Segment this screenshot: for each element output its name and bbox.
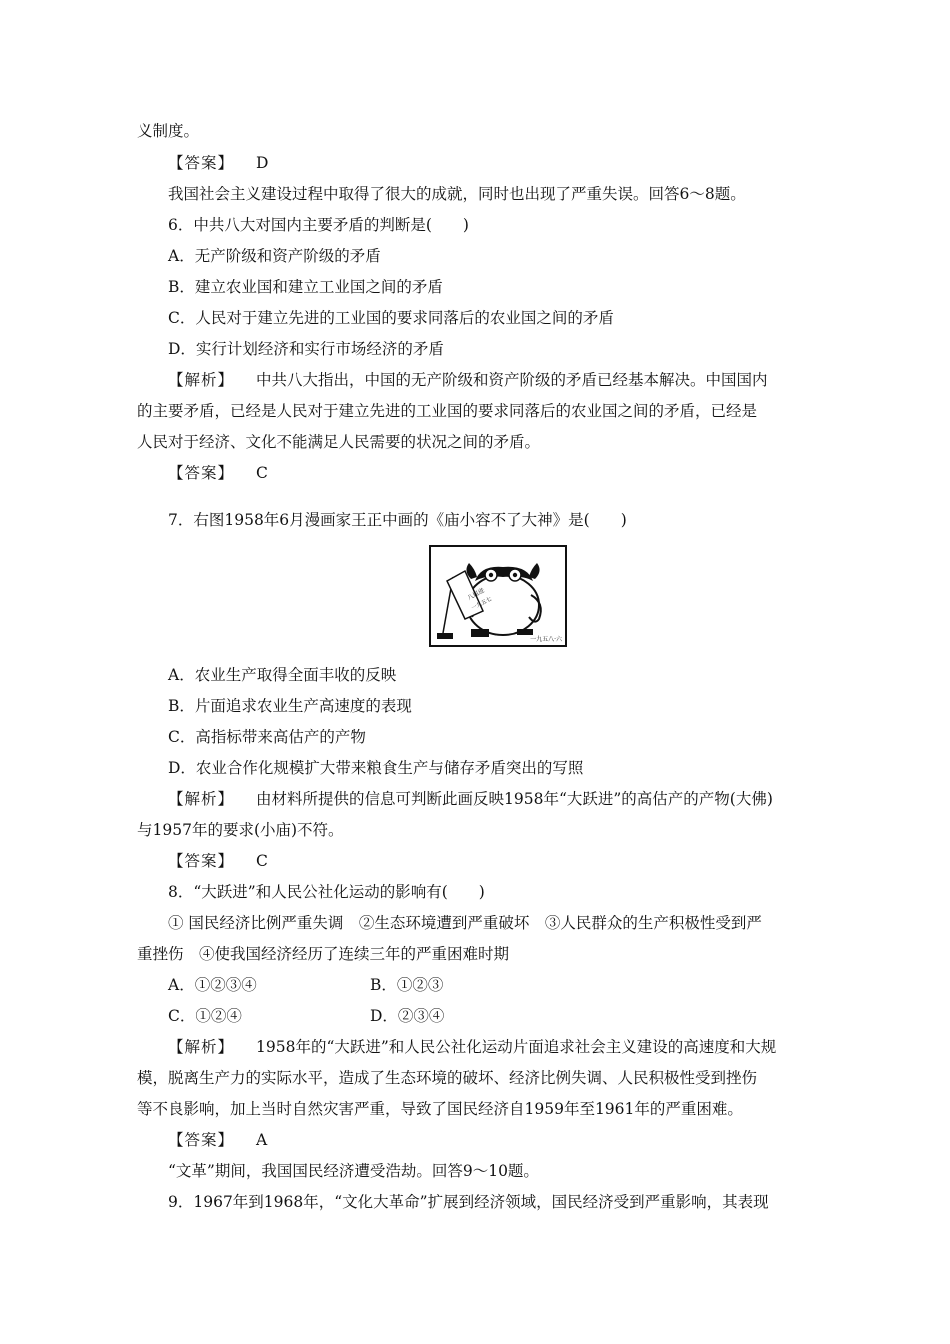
option-b: B．片面追求农业生产高速度的表现 (168, 697, 412, 715)
cartoon-drawing (431, 547, 564, 644)
section-intro: “文革”期间，我国国民经济遭受浩劫。回答9～10题。 (168, 1162, 539, 1180)
analysis-line: 【解析】 1958年的“大跃进”和人民公社化运动片面追求社会主义建设的高速度和大规 (168, 1038, 777, 1056)
answer-line (168, 1130, 267, 1150)
section-intro: 我国社会主义建设过程中取得了很大的成就，同时也出现了严重失误。回答6～8题。 (168, 185, 746, 203)
option-a: A．①②③④ (168, 976, 257, 994)
option-row (168, 975, 568, 995)
analysis-line: 人民对于经济、文化不能满足人民需要的状况之间的矛盾。 (137, 433, 541, 451)
option-b: B．建立农业国和建立工业国之间的矛盾 (168, 278, 443, 296)
question-8: 8．“大跃进”和人民公社化运动的影响有( ) (168, 883, 485, 901)
answer-value: C (256, 852, 268, 870)
option-row (168, 1006, 568, 1026)
text-line: 义制度。 (137, 122, 200, 140)
answer-tag: 【答案】 (168, 154, 235, 172)
answer-tag: 【答案】 (168, 852, 235, 870)
question-statements: ① 国民经济比例严重失调 ②生态环境遭到严重破坏 ③人民群众的生产积极性受到严 (168, 914, 762, 932)
question-7: 7．右图1958年6月漫画家王正中画的《庙小容不了大神》是( ) (168, 511, 627, 529)
answer-value: C (256, 464, 268, 482)
analysis-line: 等不良影响，加上当时自然灾害严重，导致了国民经济自1959年至1961年的严重困难。 (137, 1100, 743, 1118)
analysis-tag: 【解析】 (168, 790, 235, 808)
analysis-tag: 【解析】 (168, 371, 235, 389)
analysis-line: 与1957年的要求(小庙)不符。 (137, 821, 344, 839)
option-d: D．实行计划经济和实行市场经济的矛盾 (168, 340, 444, 358)
analysis-line: 【解析】 中共八大指出，中国的无产阶级和资产阶级的矛盾已经基本解决。中国国内 (168, 371, 768, 389)
option-b: B．①②③ (370, 976, 444, 994)
answer-value: D (256, 154, 269, 172)
option-c: C．①②④ (168, 1007, 242, 1025)
answer-value: A (256, 1131, 268, 1149)
option-c: C．高指标带来高估产的产物 (168, 728, 366, 746)
option-a: A．农业生产取得全面丰收的反映 (168, 666, 397, 684)
cartoon-signature: 一九五八·六 (530, 636, 562, 643)
question-statements: 重挫伤 ④使我国经济经历了连续三年的严重困难时期 (137, 945, 510, 963)
analysis-line: 【解析】 由材料所提供的信息可判断此画反映1958年“大跃进”的高估产的产物(大佛) (168, 790, 773, 808)
answer-line (168, 851, 268, 871)
answer-tag: 【答案】 (168, 1131, 235, 1149)
analysis-tag: 【解析】 (168, 1038, 235, 1056)
cartoon-sign-text: 八届进 (466, 587, 486, 602)
option-a: A．无产阶级和资产阶级的矛盾 (168, 247, 381, 265)
analysis-line: 模，脱离生产力的实际水平，造成了生态环境的破坏、经济比例失调、人民积极性受到挫伤 (137, 1069, 758, 1087)
cartoon-sign-text: 一九五七 (470, 596, 493, 612)
cartoon-figure (429, 545, 567, 647)
option-d: D．农业合作化规模扩大带来粮食生产与储存矛盾突出的写照 (168, 759, 584, 777)
option-d: D．②③④ (370, 1007, 445, 1025)
question-6: 6．中共八大对国内主要矛盾的判断是( ) (168, 216, 469, 234)
option-c: C．人民对于建立先进的工业国的要求同落后的农业国之间的矛盾 (168, 309, 614, 327)
question-9: 9．1967年到1968年，“文化大革命”扩展到经济领域，国民经济受到严重影响，其表现 (168, 1193, 769, 1211)
answer-line (168, 153, 268, 173)
answer-tag: 【答案】 (168, 464, 235, 482)
answer-line (168, 463, 268, 483)
analysis-line: 的主要矛盾，已经是人民对于建立先进的工业国的要求同落后的农业国之间的矛盾，已经是 (137, 402, 758, 420)
